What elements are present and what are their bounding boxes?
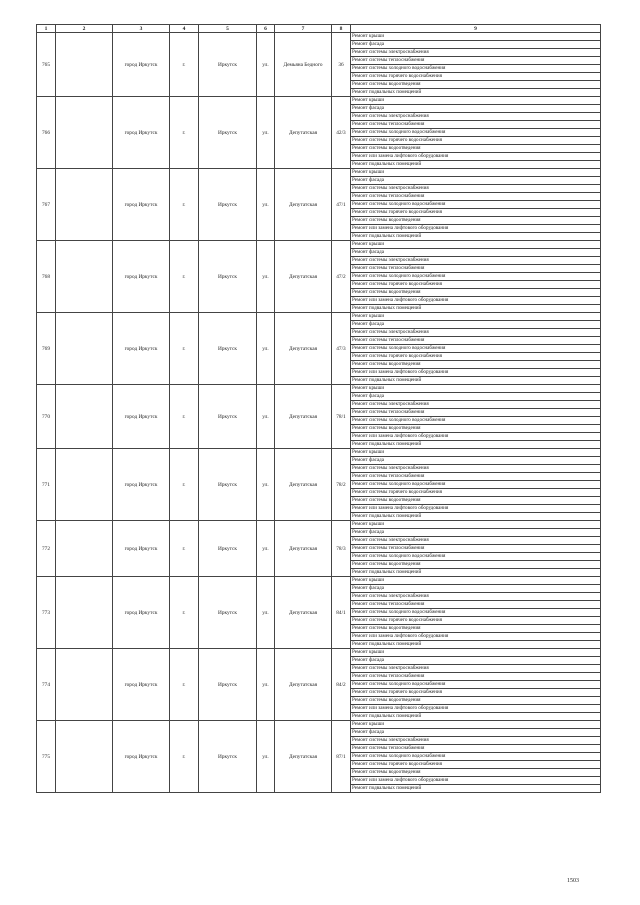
work-item: Ремонт системы теплоснабжения — [351, 673, 601, 681]
work-item: Ремонт крыши — [351, 313, 601, 321]
work-item: Ремонт фасада — [351, 105, 601, 113]
header-cell: 7 — [275, 25, 332, 33]
header-cell: 1 — [37, 25, 56, 33]
work-item: Ремонт системы теплоснабжения — [351, 545, 601, 553]
street-type-cell: ул. — [257, 33, 275, 97]
work-item: Ремонт подвальных помещений — [351, 305, 601, 313]
house-number-cell: 84/1 — [332, 577, 351, 649]
district-cell — [56, 449, 113, 521]
work-item: Ремонт крыши — [351, 577, 601, 585]
street-name-cell: Депутатская — [275, 385, 332, 449]
header-cell: 6 — [257, 25, 275, 33]
work-item: Ремонт крыши — [351, 385, 601, 393]
work-item: Ремонт системы холодного водоснабжения — [351, 481, 601, 489]
work-item: Ремонт или замена лифтового оборудования — [351, 505, 601, 513]
work-item: Ремонт системы холодного водоснабжения — [351, 201, 601, 209]
register-table — [36, 24, 601, 793]
work-item: Ремонт системы водоотведения — [351, 561, 601, 569]
municipality-cell: город Иркутск — [113, 33, 170, 97]
district-cell — [56, 241, 113, 313]
row-number: 765 — [37, 33, 56, 97]
street-type-cell: ул. — [257, 577, 275, 649]
header-cell: 2 — [56, 25, 113, 33]
work-item: Ремонт системы водоотведения — [351, 425, 601, 433]
work-item: Ремонт системы электроснабжения — [351, 593, 601, 601]
work-item: Ремонт фасада — [351, 393, 601, 401]
work-item: Ремонт подвальных помещений — [351, 89, 601, 97]
row-number: 775 — [37, 721, 56, 793]
row-number: 771 — [37, 449, 56, 521]
work-item: Ремонт подвальных помещений — [351, 377, 601, 385]
work-item: Ремонт системы теплоснабжения — [351, 473, 601, 481]
work-item: Ремонт системы горячего водоснабжения — [351, 489, 601, 497]
work-item: Ремонт или замена лифтового оборудования — [351, 777, 601, 785]
street-name-cell: Демьяна Бедного — [275, 33, 332, 97]
work-item: Ремонт крыши — [351, 449, 601, 457]
table-row — [37, 521, 601, 529]
settlement-name-cell: Иркутск — [199, 313, 257, 385]
work-item: Ремонт или замена лифтового оборудования — [351, 153, 601, 161]
work-item: Ремонт системы теплоснабжения — [351, 409, 601, 417]
table-row — [37, 241, 601, 249]
settlement-type-cell: г. — [170, 577, 199, 649]
settlement-name-cell: Иркутск — [199, 721, 257, 793]
street-type-cell: ул. — [257, 97, 275, 169]
work-item: Ремонт системы горячего водоснабжения — [351, 761, 601, 769]
work-item: Ремонт системы холодного водоснабжения — [351, 345, 601, 353]
table-body — [37, 33, 601, 793]
work-item: Ремонт или замена лифтового оборудования — [351, 705, 601, 713]
street-type-cell: ул. — [257, 449, 275, 521]
street-type-cell: ул. — [257, 241, 275, 313]
street-name-cell: Депутатская — [275, 649, 332, 721]
municipality-cell: город Иркутск — [113, 313, 170, 385]
work-item: Ремонт системы горячего водоснабжения — [351, 281, 601, 289]
settlement-type-cell: г. — [170, 313, 199, 385]
work-item: Ремонт системы горячего водоснабжения — [351, 353, 601, 361]
street-name-cell: Депутатская — [275, 97, 332, 169]
work-item: Ремонт фасада — [351, 41, 601, 49]
street-type-cell: ул. — [257, 385, 275, 449]
row-number: 772 — [37, 521, 56, 577]
work-item: Ремонт подвальных помещений — [351, 569, 601, 577]
work-item: Ремонт фасада — [351, 529, 601, 537]
street-name-cell: Депутатская — [275, 169, 332, 241]
work-item: Ремонт системы водоотведения — [351, 81, 601, 89]
municipality-cell: город Иркутск — [113, 449, 170, 521]
work-item: Ремонт подвальных помещений — [351, 233, 601, 241]
settlement-name-cell: Иркутск — [199, 97, 257, 169]
settlement-type-cell: г. — [170, 721, 199, 793]
house-number-cell: 47/2 — [332, 241, 351, 313]
work-item: Ремонт системы горячего водоснабжения — [351, 689, 601, 697]
settlement-type-cell: г. — [170, 241, 199, 313]
work-item: Ремонт или замена лифтового оборудования — [351, 433, 601, 441]
settlement-type-cell: г. — [170, 33, 199, 97]
work-item: Ремонт системы электроснабжения — [351, 537, 601, 545]
street-name-cell: Депутатская — [275, 577, 332, 649]
work-item: Ремонт системы электроснабжения — [351, 257, 601, 265]
table-row — [37, 169, 601, 177]
work-item: Ремонт системы теплоснабжения — [351, 193, 601, 201]
table-row — [37, 577, 601, 585]
municipality-cell: город Иркутск — [113, 521, 170, 577]
work-item: Ремонт системы холодного водоснабжения — [351, 553, 601, 561]
settlement-name-cell: Иркутск — [199, 649, 257, 721]
work-item: Ремонт системы водоотведения — [351, 497, 601, 505]
work-item: Ремонт подвальных помещений — [351, 161, 601, 169]
house-number-cell: 87/1 — [332, 721, 351, 793]
row-number: 774 — [37, 649, 56, 721]
work-item: Ремонт системы холодного водоснабжения — [351, 273, 601, 281]
row-number: 767 — [37, 169, 56, 241]
house-number-cell: 47/1 — [332, 169, 351, 241]
work-item: Ремонт системы электроснабжения — [351, 665, 601, 673]
district-cell — [56, 33, 113, 97]
work-item: Ремонт системы электроснабжения — [351, 329, 601, 337]
work-item: Ремонт системы теплоснабжения — [351, 121, 601, 129]
table-row — [37, 97, 601, 105]
work-item: Ремонт крыши — [351, 169, 601, 177]
work-item: Ремонт фасада — [351, 585, 601, 593]
work-item: Ремонт системы водоотведения — [351, 697, 601, 705]
table-row — [37, 313, 601, 321]
row-number: 770 — [37, 385, 56, 449]
work-item: Ремонт системы электроснабжения — [351, 113, 601, 121]
work-item: Ремонт системы холодного водоснабжения — [351, 417, 601, 425]
table-row — [37, 385, 601, 393]
settlement-type-cell: г. — [170, 97, 199, 169]
work-item: Ремонт системы теплоснабжения — [351, 601, 601, 609]
work-item: Ремонт системы холодного водоснабжения — [351, 609, 601, 617]
work-item: Ремонт фасада — [351, 249, 601, 257]
work-item: Ремонт фасада — [351, 657, 601, 665]
settlement-name-cell: Иркутск — [199, 577, 257, 649]
street-name-cell: Депутатская — [275, 521, 332, 577]
work-item: Ремонт или замена лифтового оборудования — [351, 225, 601, 233]
work-item: Ремонт системы водоотведения — [351, 625, 601, 633]
work-item: Ремонт подвальных помещений — [351, 513, 601, 521]
municipality-cell: город Иркутск — [113, 97, 170, 169]
work-item: Ремонт системы электроснабжения — [351, 401, 601, 409]
header-cell: 9 — [351, 25, 601, 33]
municipality-cell: город Иркутск — [113, 577, 170, 649]
work-item: Ремонт системы холодного водоснабжения — [351, 129, 601, 137]
district-cell — [56, 385, 113, 449]
work-item: Ремонт системы электроснабжения — [351, 185, 601, 193]
work-item: Ремонт подвальных помещений — [351, 713, 601, 721]
work-item: Ремонт системы водоотведения — [351, 769, 601, 777]
house-number-cell: 78/1 — [332, 385, 351, 449]
work-item: Ремонт или замена лифтового оборудования — [351, 297, 601, 305]
district-cell — [56, 521, 113, 577]
table-row — [37, 649, 601, 657]
header-cell: 8 — [332, 25, 351, 33]
street-type-cell: ул. — [257, 521, 275, 577]
street-name-cell: Депутатская — [275, 313, 332, 385]
street-type-cell: ул. — [257, 649, 275, 721]
settlement-name-cell: Иркутск — [199, 521, 257, 577]
house-number-cell: 84/2 — [332, 649, 351, 721]
municipality-cell: город Иркутск — [113, 169, 170, 241]
work-item: Ремонт системы электроснабжения — [351, 737, 601, 745]
work-item: Ремонт крыши — [351, 241, 601, 249]
work-item: Ремонт фасада — [351, 177, 601, 185]
header-row — [37, 25, 601, 33]
work-item: Ремонт крыши — [351, 33, 601, 41]
settlement-type-cell: г. — [170, 449, 199, 521]
work-item: Ремонт крыши — [351, 649, 601, 657]
district-cell — [56, 97, 113, 169]
work-item: Ремонт фасада — [351, 729, 601, 737]
work-item: Ремонт системы теплоснабжения — [351, 57, 601, 65]
work-item: Ремонт системы теплоснабжения — [351, 745, 601, 753]
settlement-name-cell: Иркутск — [199, 385, 257, 449]
house-number-cell: 36 — [332, 33, 351, 97]
work-item: Ремонт крыши — [351, 97, 601, 105]
work-item: Ремонт системы холодного водоснабжения — [351, 65, 601, 73]
work-item: Ремонт системы водоотведения — [351, 289, 601, 297]
header-cell: 3 — [113, 25, 170, 33]
settlement-type-cell: г. — [170, 649, 199, 721]
house-number-cell: 78/3 — [332, 521, 351, 577]
work-item: Ремонт системы холодного водоснабжения — [351, 753, 601, 761]
work-item: Ремонт фасада — [351, 321, 601, 329]
municipality-cell: город Иркутск — [113, 649, 170, 721]
work-item: Ремонт или замена лифтового оборудования — [351, 633, 601, 641]
district-cell — [56, 649, 113, 721]
work-item: Ремонт системы водоотведения — [351, 145, 601, 153]
table-row — [37, 721, 601, 729]
street-name-cell: Депутатская — [275, 721, 332, 793]
work-item: Ремонт крыши — [351, 521, 601, 529]
settlement-type-cell: г. — [170, 521, 199, 577]
work-item: Ремонт системы теплоснабжения — [351, 337, 601, 345]
municipality-cell: город Иркутск — [113, 721, 170, 793]
page-number: 1503 — [567, 878, 579, 884]
district-cell — [56, 721, 113, 793]
work-item: Ремонт системы электроснабжения — [351, 465, 601, 473]
house-number-cell: 78/2 — [332, 449, 351, 521]
street-type-cell: ул. — [257, 313, 275, 385]
row-number: 773 — [37, 577, 56, 649]
work-item: Ремонт фасада — [351, 457, 601, 465]
work-item: Ремонт системы холодного водоснабжения — [351, 681, 601, 689]
settlement-name-cell: Иркутск — [199, 241, 257, 313]
work-item: Ремонт подвальных помещений — [351, 785, 601, 793]
street-name-cell: Депутатская — [275, 241, 332, 313]
header-cell: 4 — [170, 25, 199, 33]
work-item: Ремонт системы теплоснабжения — [351, 265, 601, 273]
district-cell — [56, 313, 113, 385]
settlement-type-cell: г. — [170, 169, 199, 241]
settlement-name-cell: Иркутск — [199, 449, 257, 521]
work-item: Ремонт системы водоотведения — [351, 361, 601, 369]
header-cell: 5 — [199, 25, 257, 33]
municipality-cell: город Иркутск — [113, 385, 170, 449]
settlement-type-cell: г. — [170, 385, 199, 449]
work-item: Ремонт подвальных помещений — [351, 641, 601, 649]
district-cell — [56, 577, 113, 649]
table-row — [37, 449, 601, 457]
work-item: Ремонт системы горячего водоснабжения — [351, 73, 601, 81]
district-cell — [56, 169, 113, 241]
work-item: Ремонт или замена лифтового оборудования — [351, 369, 601, 377]
row-number: 768 — [37, 241, 56, 313]
municipality-cell: город Иркутск — [113, 241, 170, 313]
work-item: Ремонт подвальных помещений — [351, 441, 601, 449]
row-number: 769 — [37, 313, 56, 385]
settlement-name-cell: Иркутск — [199, 33, 257, 97]
street-type-cell: ул. — [257, 169, 275, 241]
settlement-name-cell: Иркутск — [199, 169, 257, 241]
row-number: 766 — [37, 97, 56, 169]
work-item: Ремонт системы горячего водоснабжения — [351, 617, 601, 625]
work-item: Ремонт системы водоотведения — [351, 217, 601, 225]
street-type-cell: ул. — [257, 721, 275, 793]
work-item: Ремонт системы горячего водоснабжения — [351, 137, 601, 145]
house-number-cell: 47/3 — [332, 313, 351, 385]
work-item: Ремонт системы горячего водоснабжения — [351, 209, 601, 217]
work-item: Ремонт крыши — [351, 721, 601, 729]
house-number-cell: 42/3 — [332, 97, 351, 169]
table-row — [37, 33, 601, 41]
street-name-cell: Депутатская — [275, 449, 332, 521]
work-item: Ремонт системы электроснабжения — [351, 49, 601, 57]
